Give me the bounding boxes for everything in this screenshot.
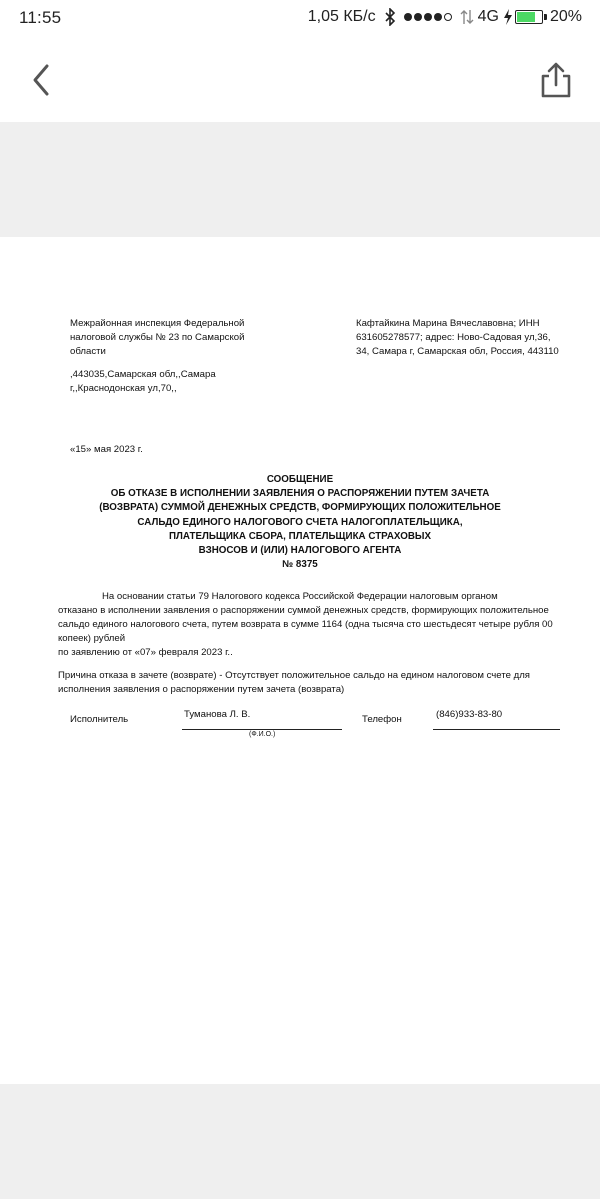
status-right xyxy=(308,8,582,26)
text-line: налоговой службы № 23 по Самарской xyxy=(70,332,245,343)
document-date: «15» мая 2023 г. xyxy=(70,444,143,455)
nav-bar xyxy=(0,38,600,122)
tax-office-name xyxy=(70,317,270,359)
status-bar xyxy=(0,0,600,38)
share-button[interactable] xyxy=(536,60,576,100)
title-line: ОБ ОТКАЗЕ В ИСПОЛНЕНИИ ЗАЯВЛЕНИЯ О РАСПОРЯЖЕНИИ ПУТЕМ ЗАЧЕТА xyxy=(110,488,490,500)
title-line: САЛЬДО ЕДИНОГО НАЛОГОВОГО СЧЕТА НАЛОГОПЛАТЕЛЬЩИКА, xyxy=(137,516,463,528)
back-button[interactable] xyxy=(24,62,60,98)
executor-name: Туманова Л. В. xyxy=(184,709,251,720)
document-body xyxy=(58,590,563,660)
text-line: по заявлению от «07» февраля 2023 г.. xyxy=(58,647,233,658)
taxpayer-info xyxy=(356,317,571,359)
viewer-background-bottom xyxy=(0,1084,600,1199)
text-line: ,443035,Самарская обл,,Самара xyxy=(70,369,216,380)
title-line: СООБЩЕНИЕ xyxy=(266,474,334,485)
signal-strength-icon xyxy=(404,13,454,21)
title-line: ВЗНОСОВ И (ИЛИ) НАЛОГОВОГО АГЕНТА xyxy=(198,545,402,557)
status-time: 11:55 xyxy=(19,8,62,27)
text-line: На основании статьи 79 Налогового кодекса Российской Федерации налоговым органом xyxy=(102,591,498,602)
refusal-reason xyxy=(58,669,563,697)
status-network-type: 4G xyxy=(477,8,499,25)
text-line: отказано в исполнении заявления о распоряжении суммой денежных средств, формирующих положительное xyxy=(58,605,549,616)
text-line: исполнения заявления о распоряжении путем зачета (возврата) xyxy=(58,684,345,695)
bluetooth-icon xyxy=(384,8,396,26)
text-line: Межрайонная инспекция Федеральной xyxy=(70,318,245,329)
text-line: Причина отказа в зачете (возврате) - Отсутствует положительное сальдо на едином налоговом счете для xyxy=(58,670,531,681)
chevron-left-icon xyxy=(24,62,60,98)
text-line: 631605278577; адрес: Ново-Садовая ул,36, xyxy=(356,332,551,343)
text-line: копеек) рублей xyxy=(58,633,126,644)
text-line: 34, Самара г, Самарская обл, Россия, 443110 xyxy=(356,346,559,357)
status-battery-percent: 20% xyxy=(549,8,582,25)
battery-icon xyxy=(515,10,543,24)
charging-bolt-icon xyxy=(503,9,513,25)
share-icon xyxy=(536,60,576,100)
data-transfer-icon xyxy=(460,9,474,25)
title-line: (ВОЗВРАТА) СУММОЙ ДЕНЕЖНЫХ СРЕДСТВ, ФОРМИРУЮЩИХ ПОЛОЖИТЕЛЬНОЕ xyxy=(99,502,501,514)
executor-label: Исполнитель xyxy=(70,714,129,725)
document-title xyxy=(80,473,520,572)
text-line: области xyxy=(70,346,106,357)
title-line: ПЛАТЕЛЬЩИКА СБОРА, ПЛАТЕЛЬЩИКА СТРАХОВЫХ xyxy=(168,530,432,542)
phone-underline xyxy=(433,729,560,730)
tax-office-address xyxy=(70,368,270,396)
fio-caption: (Ф.И.О.) xyxy=(249,731,276,738)
status-net-speed: 1,05 КБ/с xyxy=(307,8,376,25)
battery-level-fill xyxy=(517,12,535,22)
text-line: сальдо единого налогового счета, путем возврата в сумме 1164 (одна тысяча сто шестьдесят четыре рубля 00 xyxy=(58,619,553,630)
viewer-background-top xyxy=(0,122,600,237)
phone-number: (846)933-83-80 xyxy=(436,709,503,720)
document-number: № 8375 xyxy=(282,559,318,571)
text-line: г,,Краснодонская ул,70,, xyxy=(70,383,177,394)
document-page xyxy=(0,237,600,1084)
text-line: Кафтайкина Марина Вячеславовна; ИНН xyxy=(356,318,540,329)
phone-label: Телефон xyxy=(362,714,402,725)
